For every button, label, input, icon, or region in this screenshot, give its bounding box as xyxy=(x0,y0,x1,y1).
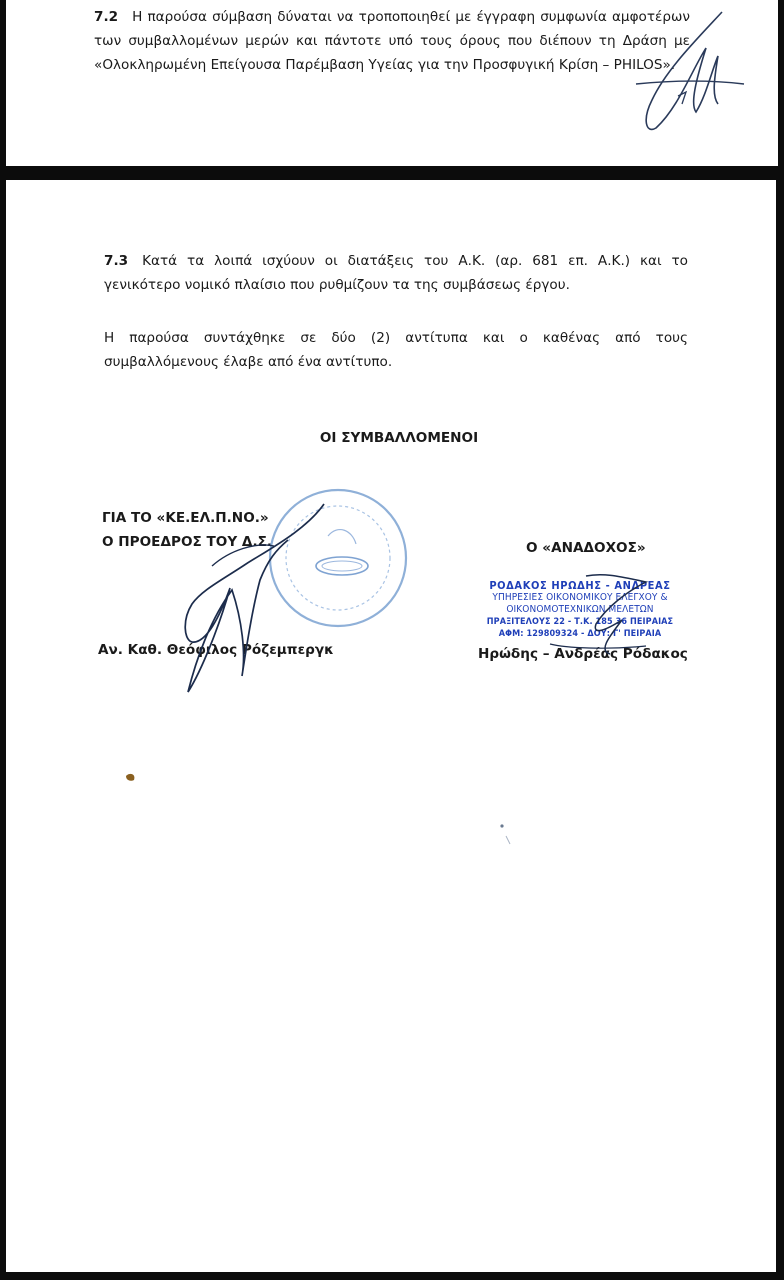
clause-number: 7.2 xyxy=(94,9,119,25)
right-party-title: Ο «ΑΝΑΔΟΧΟΣ» xyxy=(526,540,646,556)
clause-text: Κατά τα λοιπά ισχύουν οι διατάξεις του Α.Κ. (αρ. 681 επ. Α.Κ.) και το γενικότερο νομικό πλαίσιο που ρυθμίζουν τα της συμβάσεως έργου. xyxy=(104,253,688,293)
stamp-line-services: ΥΠΗΡΕΣΙΕΣ ΟΙΚΟΝΟΜΙΚΟΥ ΕΛΕΓΧΟΥ & xyxy=(492,592,668,603)
document-page-main xyxy=(6,180,776,1272)
stamp-line-address: ΠΡΑΞΙΤΕΛΟΥΣ 22 - Τ.Κ. 185 36 ΠΕΙΡΑΙΑΣ xyxy=(486,617,674,627)
clause-text: Η παρούσα σύμβαση δύναται να τροποποιηθεί με έγγραφη συμφωνία αμφοτέρων των συμβαλλομένων μερών και πάντοτε υπό τους όρους που διέπουν τη Δράση με «Ολοκληρωμένη Επείγουσα Παρέμβαση Υγείας για την Προσφυγική Κρίση – PHILOS». xyxy=(94,9,690,73)
left-party-name: Αν. Καθ. Θεόφιλος Ρόζεμπεργκ xyxy=(98,642,334,658)
copies-paragraph: Η παρούσα συντάχθηκε σε δύο (2) αντίτυπα και ο καθένας από τους συμβαλλόμενους έλαβε από ένα αντίτυπο. xyxy=(104,330,688,370)
left-party-line2: Ο ΠΡΟΕΔΡΟΣ ΤΟΥ Δ.Σ. xyxy=(102,534,273,550)
page-marks xyxy=(6,180,776,1272)
parties-heading: ΟΙ ΣΥΜΒΑΛΛΟΜΕΝΟΙ xyxy=(319,430,479,446)
document-page-top xyxy=(6,0,778,166)
stamp-line-name: ΡΟΔΑΚΟΣ ΗΡΩΔΗΣ - ΑΝΔΡΕΑΣ xyxy=(489,579,671,592)
initials-signature xyxy=(6,0,778,166)
clause-number: 7.3 xyxy=(104,253,129,269)
right-party-name: Ηρώδης – Ανδρέας Ρόδακος xyxy=(478,646,688,662)
stamp-line-tax: ΑΦΜ: 129809324 - ΔΟΥ: Γ' ΠΕΙΡΑΙΑ xyxy=(498,629,662,639)
stamp-line-studies: ΟΙΚΟΝΟΜΟΤΕΧΝΙΚΩΝ ΜΕΛΕΤΩΝ xyxy=(506,604,654,615)
left-party-line1: ΓΙΑ ΤΟ «ΚΕ.ΕΛ.Π.ΝΟ.» xyxy=(102,510,269,526)
